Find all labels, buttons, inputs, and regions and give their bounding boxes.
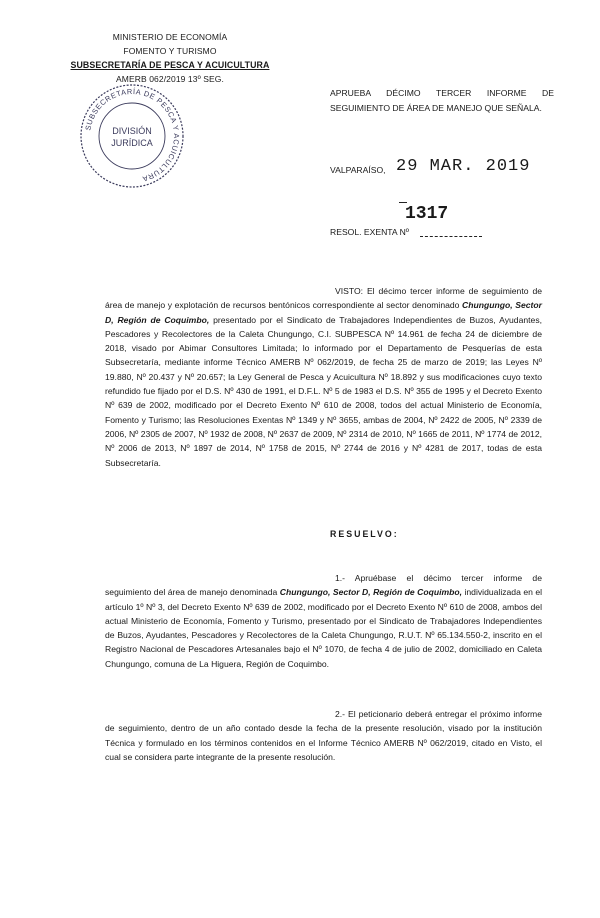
number-dash — [399, 202, 407, 203]
article-1-lead: 1.- Apruébase el décimo tercer informe de seguimiento del área de manejo denominada — [105, 573, 542, 598]
svg-text:SUBSECRETARÍA DE PESCA Y ACUIC: SUBSECRETARÍA DE PESCA Y ACUICULTURA — [83, 86, 182, 184]
resolution-number: 1317 — [405, 204, 449, 224]
resolution-subject: APRUEBA DÉCIMO TERCER INFORME DE SEGUIMIENTO DE ÁREA DE MANEJO QUE SEÑALA. — [330, 88, 554, 113]
article-1-sector-name: Chungungo, Sector D, Región de Coquimbo, — [279, 587, 463, 598]
visto-rest: presentado por el Sindicato de Trabajadores Independientes de Buzos, Ayudantes, Pescadores y Recolectores de la Caleta Chungungo, C.I. SUBPESCA Nº 14.961 de fecha 24 de diciembre de 2018, visado por Abimar Consultores Limitada; lo informado por el Departamento de Pesquerías de esta Subsecretaría, mediante informe Técnico AMERB Nº 062/2019, de fecha 25 de marzo de 2019; las Leyes Nº 19.880, Nº 20.437 y Nº 20.657; la Ley General de Pesca y Acuicultura Nº 18.892 y sus modificaciones cuyo texto refundido fue fijado por el D.S. Nº 430 de 1991, el D.F.L. Nº 5 de 1983 el D.S. Nº 355 de 1995 y el Decreto Exento Nº 639 de 2002, modificado por el Decreto Exento Nº 610 de 2008, todos del actual Ministerio de Economía, Fomento y Turismo; las Resoluciones Exentas Nº 1349 y Nº 3655, ambas de 2004, Nº 2422 de 2005, Nº 2339 de 2006, Nº 2305 de 2007, Nº 1932 de 2008, Nº 2637 de 2009, Nº 2314 de 2010, Nº 1665 de 2011, Nº 1774 de 2012, Nº 2006 de 2013, Nº 1897 de 2014, Nº 1758 de 2015, Nº 2744 de 2016 y Nº 4281 de 2017, todas de esta Subsecretaría. — [105, 314, 542, 468]
article-1-paragraph — [105, 571, 542, 671]
file-reference: AMERB 062/2019 13º SEG. — [116, 74, 224, 84]
place-label: VALPARAÍSO, — [330, 165, 386, 175]
stamped-date: 29 MAR. 2019 — [396, 157, 531, 176]
resuelvo-heading: RESUELVO: — [330, 529, 399, 539]
resolution-label: RESOL. EXENTA Nº — [330, 227, 409, 237]
ministry-subtitle: FOMENTO Y TURISMO — [123, 46, 217, 56]
visto-lead: VISTO: El décimo tercer informe de seguimiento de área de manejo y explotación de recursos bentónicos correspondiente al sector denominado — [105, 286, 542, 311]
visto-sector-name: Chungungo, Sector D, Región de Coquimbo, — [105, 300, 542, 325]
article-1-rest: individualizada en el artículo 1º Nº 3, del Decreto Exento Nº 639 de 2002, modificado por el Decreto Exento Nº 610 de 2008, ambos del actual Ministerio de Economía, Fomento y Turismo, presentado por el Sindicato de Trabajadores Independientes de Buzos, Ayudantes, Pescadores y Recolectores de la Caleta Chungungo, R.U.T. Nº 65.134.550-2, inscrito en el Registro Nacional de Pescadores Artesanales bajo el Nº 1070, de fecha 4 de julio de 2002, domiciliado en Caleta Chungungo, comuna de La Higuera, Región de Coquimbo. — [105, 587, 543, 669]
undersecretariat-name: SUBSECRETARÍA DE PESCA Y ACUICULTURA — [70, 60, 270, 70]
article-2-paragraph: 2.- El peticionario deberá entregar el próximo informe de seguimiento, dentro de un año contado desde la fecha de la presente resolución, visado por la institución Técnica y formulado en los términos contenidos en el Informe Técnico AMERB Nº 062/2019, citado en Visto, el cual se considera parte integrante de la presente resolución. — [105, 709, 542, 762]
resolution-number-line — [420, 236, 482, 237]
svg-text:DIVISIÓN: DIVISIÓN — [112, 126, 152, 136]
visto-paragraph — [105, 284, 542, 470]
svg-text:JURÍDICA: JURÍDICA — [111, 138, 153, 148]
ministry-name: MINISTERIO DE ECONOMÍA — [112, 32, 228, 42]
legal-division-stamp — [78, 82, 186, 190]
